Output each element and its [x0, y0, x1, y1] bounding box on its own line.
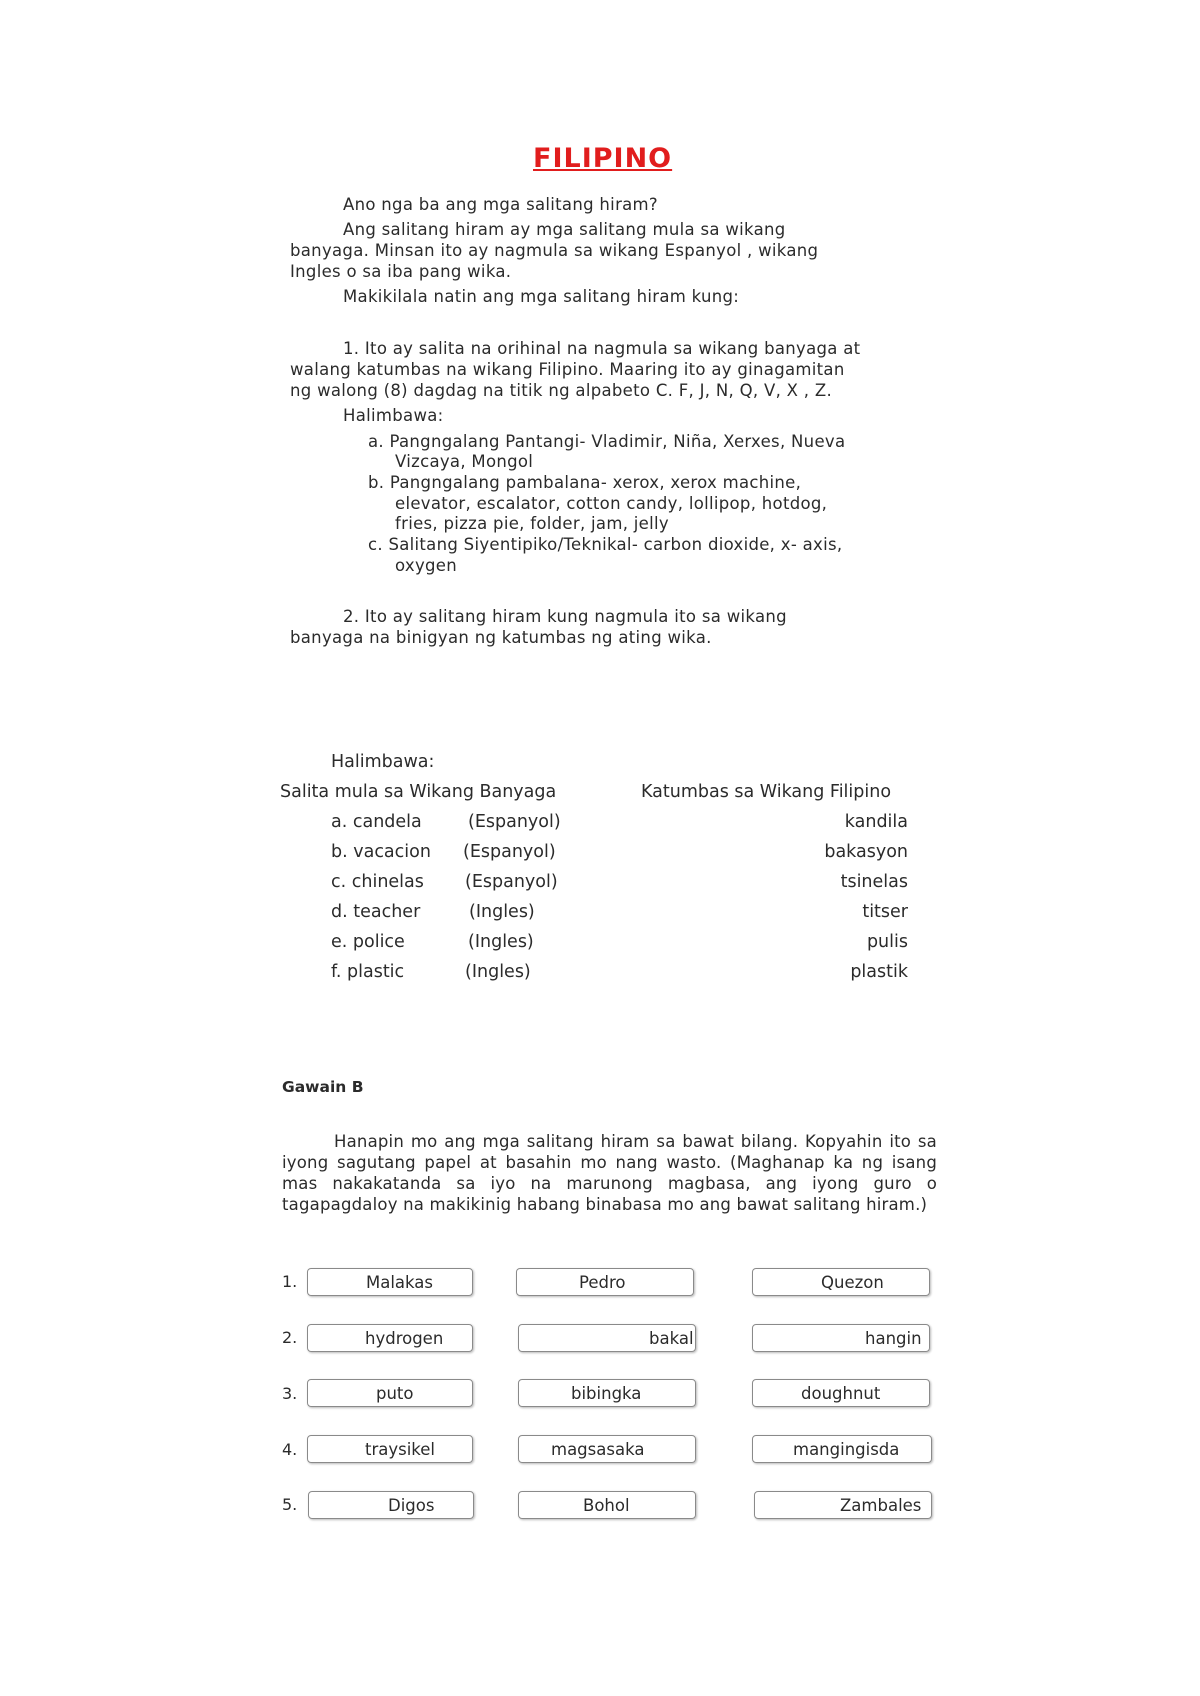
row-number: 2.	[282, 1328, 298, 1347]
word-text: mangingisda	[793, 1440, 900, 1459]
example-item-a-cont: Vizcaya, Mongol	[395, 452, 534, 471]
word-text: doughnut	[801, 1384, 881, 1403]
language: (Ingles)	[465, 962, 531, 982]
recognize-line: Makikilala natin ang mga salitang hiram kung:	[343, 287, 740, 306]
word-text: Bohol	[583, 1496, 630, 1515]
word-box	[518, 1324, 696, 1352]
word-text: Malakas	[366, 1273, 434, 1292]
word-text: puto	[376, 1384, 414, 1403]
language: (Espanyol)	[468, 812, 561, 832]
example-item-b-cont: fries, pizza pie, folder, jam, jelly	[395, 514, 669, 533]
word-text: bibingka	[571, 1384, 642, 1403]
row-number: 5.	[282, 1495, 298, 1514]
word-box	[752, 1435, 932, 1463]
example-item-a: a. Pangngalang Pantangi- Vladimir, Niña, Xerxes, Nueva	[368, 432, 846, 451]
example-item-b-cont: elevator, escalator, cotton candy, lollipop, hotdog,	[395, 494, 828, 513]
filipino-word: kandila	[844, 812, 908, 832]
language: (Ingles)	[468, 932, 534, 952]
point2-line: banyaga na binigyan ng katumbas ng ating wika.	[290, 628, 712, 647]
word-box	[752, 1379, 930, 1407]
word-box	[307, 1379, 473, 1407]
definition-line: banyaga. Minsan ito ay nagmula sa wikang Espanyol , wikang	[290, 241, 819, 260]
word-text: traysikel	[365, 1440, 436, 1459]
word-box	[518, 1491, 696, 1519]
foreign-word: e. police	[331, 932, 405, 952]
word-box	[307, 1268, 473, 1296]
examples-label: Halimbawa:	[331, 752, 435, 772]
definition-line: Ingles o sa iba pang wika.	[290, 262, 512, 281]
col-header-foreign: Salita mula sa Wikang Banyaga	[280, 782, 557, 802]
filipino-word: plastik	[850, 962, 908, 982]
word-box	[754, 1491, 932, 1519]
foreign-word: b. vacacion	[331, 842, 431, 862]
activity-title: Gawain B	[282, 1078, 364, 1096]
foreign-word: f. plastic	[331, 962, 405, 982]
foreign-word: d. teacher	[331, 902, 421, 922]
word-text: Quezon	[821, 1273, 884, 1292]
word-box	[307, 1435, 473, 1463]
example-item-c: c. Salitang Siyentipiko/Teknikal- carbon dioxide, x- axis,	[368, 535, 843, 554]
word-box	[308, 1491, 474, 1519]
word-box	[752, 1324, 930, 1352]
word-box	[307, 1324, 473, 1352]
word-text: Zambales	[840, 1496, 922, 1515]
example-label: Halimbawa:	[343, 406, 444, 425]
point1-line: 1. Ito ay salita na orihinal na nagmula sa wikang banyaga at	[343, 339, 861, 358]
word-text: bakal	[649, 1329, 694, 1348]
page-title: FILIPINO	[533, 143, 673, 174]
word-box	[518, 1435, 696, 1463]
language: (Espanyol)	[465, 872, 558, 892]
word-text: magsasaka	[551, 1440, 645, 1459]
definition-line: Ang salitang hiram ay mga salitang mula sa wikang	[343, 220, 786, 239]
filipino-word: pulis	[866, 932, 908, 952]
col-header-filipino: Katumbas sa Wikang Filipino	[641, 782, 892, 802]
filipino-word: bakasyon	[824, 842, 908, 862]
point2-line: 2. Ito ay salitang hiram kung nagmula ito sa wikang	[343, 607, 787, 626]
row-number: 3.	[282, 1384, 298, 1403]
point1-line: ng walong (8) dagdag na titik ng alpabeto C. F, J, N, Q, V, X , Z.	[290, 381, 833, 400]
example-item-b: b. Pangngalang pambalana- xerox, xerox machine,	[368, 473, 802, 492]
foreign-word: c. chinelas	[331, 872, 424, 892]
row-number: 4.	[282, 1440, 298, 1459]
intro-question: Ano nga ba ang mga salitang hiram?	[343, 195, 658, 214]
foreign-word: a. candela	[331, 812, 422, 832]
activity-instructions: Hanapin mo ang mga salitang hiram sa bawat bilang. Kopyahin ito sa iyong sagutang papel at basahin mo nang wasto. (Maghanap ka ng isang mas nakakatanda sa iyo na marunong magbasa, ang iyong guro o tagapagdaloy na makikinig habang binabasa mo ang bawat salitang hiram.)	[282, 1132, 937, 1214]
row-number: 1.	[282, 1272, 298, 1291]
language: (Ingles)	[469, 902, 535, 922]
point1-line: walang katumbas na wikang Filipino. Maaring ito ay ginagamitan	[290, 360, 845, 379]
filipino-word: titser	[862, 902, 908, 922]
word-text: Pedro	[579, 1273, 626, 1292]
word-box	[518, 1379, 696, 1407]
word-text: Digos	[388, 1496, 435, 1515]
word-box	[752, 1268, 930, 1296]
language: (Espanyol)	[463, 842, 556, 862]
word-text: hydrogen	[365, 1329, 444, 1348]
word-text: hangin	[865, 1329, 922, 1348]
example-item-c-cont: oxygen	[395, 556, 457, 575]
word-box	[516, 1268, 694, 1296]
filipino-word: tsinelas	[840, 872, 908, 892]
